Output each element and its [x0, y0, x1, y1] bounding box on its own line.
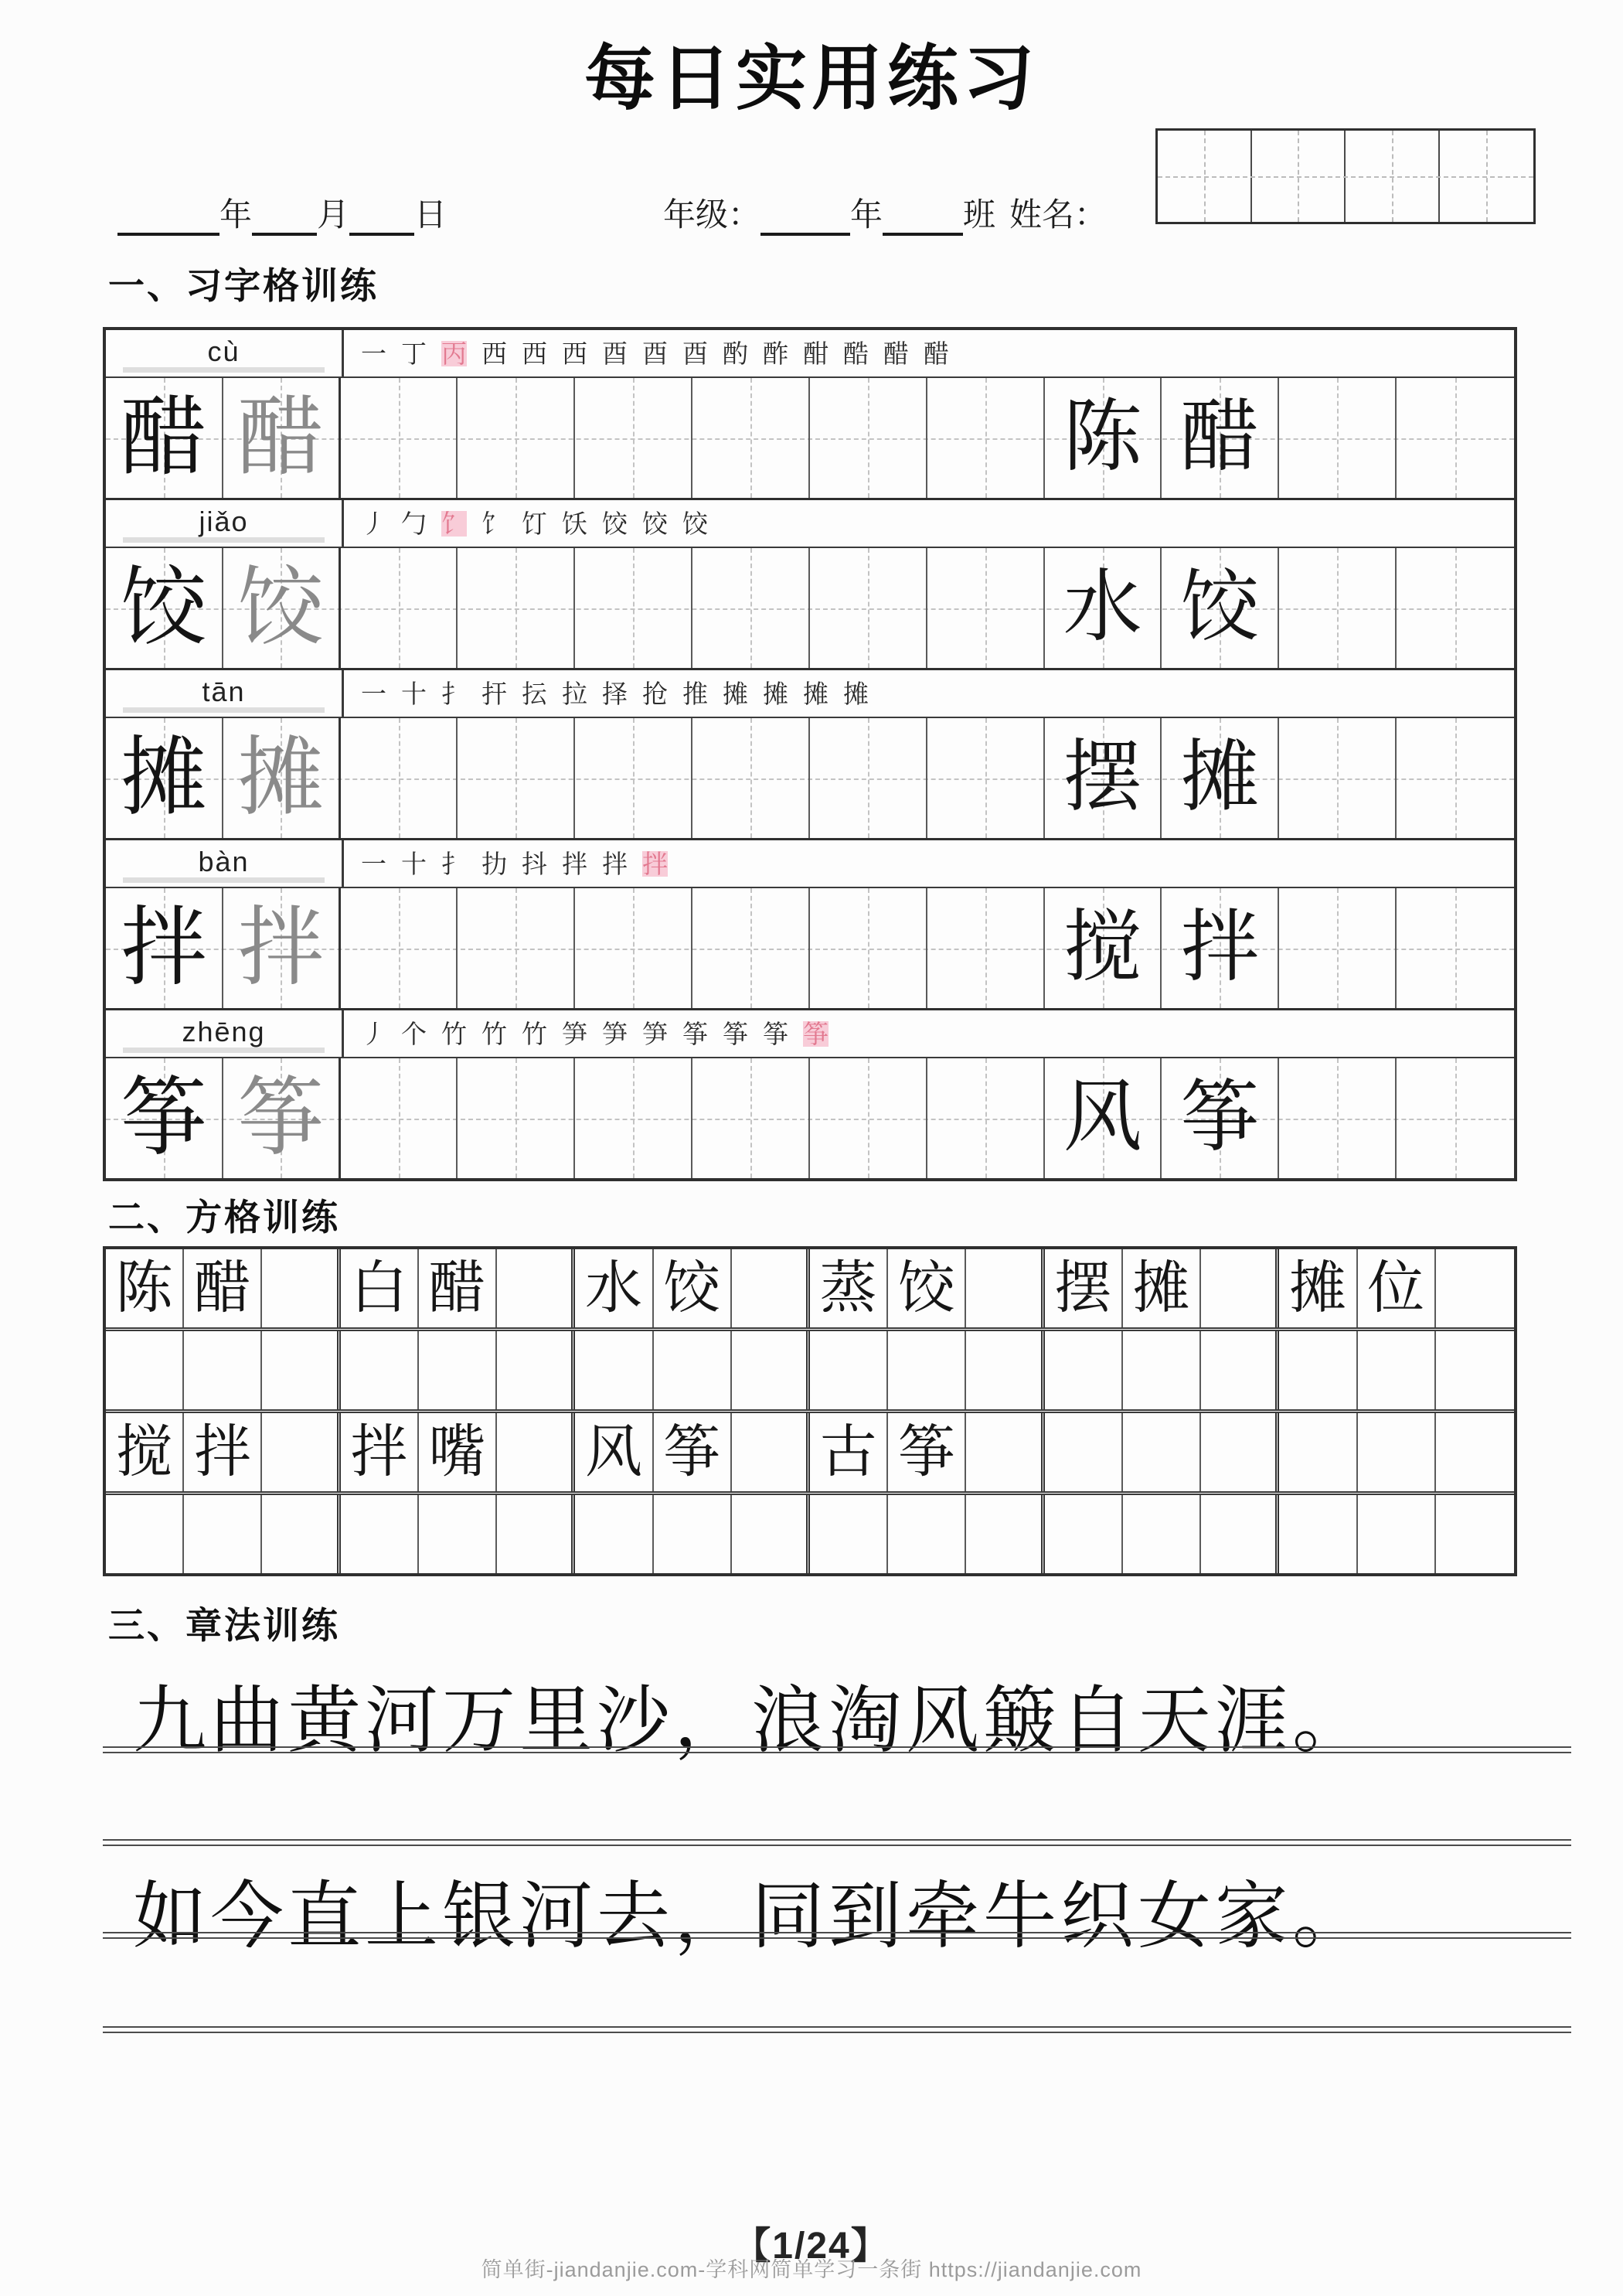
square-grid-cell: 蒸: [810, 1249, 888, 1327]
stroke-step: 筝: [763, 1019, 788, 1048]
square-grid-cell: [341, 1495, 419, 1573]
stroke-step: 西: [481, 339, 507, 368]
square-grid-row: [106, 1413, 1514, 1495]
stroke-step: 一: [361, 849, 386, 878]
stroke-step: 竹: [481, 1019, 507, 1048]
date-month-label: 月: [317, 196, 350, 233]
square-grid-cell: [1123, 1413, 1201, 1491]
stroke-step: 筝: [723, 1019, 748, 1048]
word-character: 风: [1063, 1074, 1142, 1162]
square-grid: [103, 1246, 1517, 1576]
square-grid-cell: 位: [1358, 1249, 1436, 1327]
practice-cell: [1279, 548, 1397, 668]
practice-cell: [106, 718, 223, 838]
practice-cell: [458, 1058, 575, 1178]
square-grid-cell: [1201, 1249, 1279, 1327]
square-grid-cell: [654, 1331, 732, 1409]
stroke-step: 推: [682, 679, 708, 708]
practice-row: [106, 1058, 1514, 1178]
practice-cell: [1045, 718, 1162, 838]
square-grid-cell: [732, 1249, 810, 1327]
practice-cell: [1279, 718, 1397, 838]
stroke-step: 拌: [562, 849, 587, 878]
stroke-step: 醋: [883, 339, 909, 368]
word-character: 拌: [1180, 904, 1260, 992]
name-grid: [1155, 128, 1536, 224]
stroke-step: 饺: [602, 509, 628, 538]
word-character: 饺: [1180, 564, 1260, 652]
stroke-step: 丿: [361, 1019, 386, 1048]
pinyin-label: bàn: [187, 846, 260, 881]
writing-rule: [103, 1746, 1571, 1753]
square-grid-cell: [1201, 1495, 1279, 1573]
word-character: 水: [1063, 564, 1142, 652]
practice-cell: [458, 548, 575, 668]
square-grid-cell: [184, 1495, 262, 1573]
word-character: 摊: [1180, 734, 1260, 822]
square-grid-cell: [810, 1331, 888, 1409]
stroke-step: 摊: [723, 679, 748, 708]
stroke-step: 勹: [401, 509, 427, 538]
stroke-step: 摊: [843, 679, 869, 708]
pinyin-cell: [106, 840, 344, 887]
stroke-step: 竹: [522, 1019, 547, 1048]
stroke-step: 抖: [522, 849, 547, 878]
character-practice-table: [103, 327, 1517, 1181]
practice-cell: [692, 718, 810, 838]
stroke-step: 十: [401, 849, 427, 878]
pinyin-label: zhēng: [171, 1016, 276, 1051]
date-day-label: 日: [414, 196, 447, 233]
stroke-step: 一: [361, 679, 386, 708]
practice-cell: [1279, 378, 1397, 498]
practice-cell: [810, 548, 927, 668]
stroke-step: 饫: [562, 509, 587, 538]
stroke-step: 摊: [803, 679, 829, 708]
practice-cell: [692, 1058, 810, 1178]
practice-block-header: [106, 500, 1514, 548]
stroke-step: 饤: [522, 509, 547, 538]
stroke-step: 竹: [441, 1019, 467, 1048]
stroke-step: 一: [361, 339, 386, 368]
square-grid-cell: [1358, 1413, 1436, 1491]
square-grid-cell: 水: [575, 1249, 653, 1327]
practice-cell: [1045, 378, 1162, 498]
stroke-step: 扞: [481, 679, 507, 708]
square-grid-cell: [654, 1495, 732, 1573]
class-name-line: [663, 189, 1107, 236]
square-grid-cell: [1279, 1495, 1357, 1573]
stroke-step: 拌: [602, 849, 628, 878]
pinyin-label: tān: [191, 676, 256, 711]
word-character: 醋: [1180, 393, 1260, 482]
stroke-step: 西: [562, 339, 587, 368]
practice-cell: [223, 378, 341, 498]
writing-rule: [103, 1932, 1571, 1939]
name-grid-cell: [1158, 131, 1252, 222]
square-grid-cell: [497, 1495, 575, 1573]
stroke-step: 酷: [843, 339, 869, 368]
stroke-step: 饣: [441, 509, 467, 538]
practice-cell: [223, 548, 341, 668]
stroke-step: 丁: [401, 339, 427, 368]
square-grid-cell: [1045, 1495, 1123, 1573]
practice-cell: [1397, 718, 1514, 838]
practice-block: [106, 330, 1514, 500]
practice-cell: [458, 888, 575, 1008]
stroke-step: 择: [602, 679, 628, 708]
square-grid-cell: [732, 1495, 810, 1573]
practice-cell: [1045, 1058, 1162, 1178]
practice-cell: [106, 548, 223, 668]
practice-cell: [927, 1058, 1045, 1178]
practice-cell: [341, 378, 458, 498]
section3-heading: 三、章法训练: [108, 1605, 340, 1646]
date-month-blank: [252, 199, 317, 236]
square-grid-cell: [888, 1495, 966, 1573]
square-grid-cell: 筝: [654, 1413, 732, 1491]
model-character: 饺: [120, 560, 207, 656]
square-grid-cell: 拌: [184, 1413, 262, 1491]
stroke-step: 扐: [481, 849, 507, 878]
square-grid-cell: [1436, 1413, 1514, 1491]
practice-cell: [1397, 1058, 1514, 1178]
square-grid-cell: 筝: [888, 1413, 966, 1491]
square-grid-cell: [497, 1331, 575, 1409]
page-number: 【1/24】: [733, 2226, 890, 2267]
square-grid-cell: [732, 1331, 810, 1409]
stroke-step: 酣: [803, 339, 829, 368]
practice-cell: [927, 888, 1045, 1008]
practice-cell: [1397, 888, 1514, 1008]
stroke-step: 酉: [602, 339, 628, 368]
stroke-step: 摊: [763, 679, 788, 708]
date-line: [117, 189, 447, 236]
practice-cell: [223, 1058, 341, 1178]
square-grid-cell: [966, 1495, 1044, 1573]
grade-year-blank: [760, 199, 850, 236]
stroke-step: 西: [522, 339, 547, 368]
square-grid-cell: [888, 1331, 966, 1409]
trace-character: 筝: [237, 1070, 325, 1167]
square-grid-cell: [966, 1249, 1044, 1327]
stroke-step: 酢: [763, 339, 788, 368]
practice-cell: [1279, 1058, 1397, 1178]
square-grid-cell: [1358, 1495, 1436, 1573]
square-grid-row: [106, 1331, 1514, 1413]
practice-cell: [692, 378, 810, 498]
practice-cell: [575, 718, 692, 838]
word-character: 搅: [1063, 904, 1142, 992]
square-grid-cell: [184, 1331, 262, 1409]
practice-block-header: [106, 330, 1514, 378]
square-grid-cell: [106, 1331, 184, 1409]
practice-cell: [927, 548, 1045, 668]
model-character: 拌: [120, 900, 207, 996]
square-grid-cell: [341, 1331, 419, 1409]
stroke-step: 酌: [723, 339, 748, 368]
stroke-step: 饺: [682, 509, 708, 538]
poem-line-2: 如今直上银河去，同到牵牛织女家。: [133, 1875, 1370, 1957]
square-grid-cell: [575, 1331, 653, 1409]
square-grid-cell: [1201, 1413, 1279, 1491]
page-title: 每日实用练习: [584, 39, 1039, 118]
grade-year-suffix: 年: [850, 196, 883, 233]
practice-cell: [458, 378, 575, 498]
square-grid-cell: [1436, 1249, 1514, 1327]
stroke-step: 扌: [441, 849, 467, 878]
practice-row: [106, 378, 1514, 498]
writing-rule: [103, 1839, 1571, 1846]
practice-cell: [692, 548, 810, 668]
square-grid-cell: 醋: [184, 1249, 262, 1327]
name-grid-cell: [1346, 131, 1440, 222]
practice-cell: [1279, 888, 1397, 1008]
practice-block-header: [106, 840, 1514, 888]
square-grid-cell: 饺: [888, 1249, 966, 1327]
stroke-step: 十: [401, 679, 427, 708]
stroke-step: 抢: [642, 679, 668, 708]
practice-cell: [575, 888, 692, 1008]
practice-cell: [810, 888, 927, 1008]
square-grid-cell: [106, 1495, 184, 1573]
writing-rule: [103, 2026, 1571, 2033]
square-grid-cell: [262, 1413, 340, 1491]
section2-heading: 二、方格训练: [108, 1197, 340, 1238]
site-watermark: 简单街-jiandanjie.com-学科网简单学习一条街 https://jiandanjie.com: [481, 2258, 1142, 2281]
square-grid-cell: [262, 1495, 340, 1573]
square-grid-cell: [1123, 1331, 1201, 1409]
name-grid-cell: [1252, 131, 1346, 222]
pinyin-label: cù: [196, 336, 250, 371]
practice-cell: [1162, 378, 1279, 498]
practice-cell: [810, 718, 927, 838]
square-grid-cell: [497, 1249, 575, 1327]
word-character: 筝: [1180, 1074, 1260, 1162]
practice-row: [106, 718, 1514, 838]
practice-row: [106, 548, 1514, 668]
grade-label: 年级：: [663, 196, 761, 233]
stroke-step: 笋: [642, 1019, 668, 1048]
square-grid-cell: 搅: [106, 1413, 184, 1491]
square-grid-cell: [966, 1331, 1044, 1409]
stroke-step: 酉: [682, 339, 708, 368]
practice-cell: [1162, 548, 1279, 668]
square-grid-cell: [575, 1495, 653, 1573]
stroke-step: 笋: [602, 1019, 628, 1048]
practice-cell: [575, 1058, 692, 1178]
stroke-step: 笋: [562, 1019, 587, 1048]
pinyin-cell: [106, 1010, 344, 1057]
square-grid-cell: [497, 1413, 575, 1491]
square-grid-cell: 陈: [106, 1249, 184, 1327]
square-grid-row: [106, 1495, 1514, 1573]
square-grid-cell: [1436, 1331, 1514, 1409]
practice-cell: [1045, 888, 1162, 1008]
square-grid-cell: [732, 1413, 810, 1491]
word-character: 陈: [1063, 393, 1142, 482]
class-blank: [883, 199, 963, 236]
stroke-order-strip: [344, 330, 1514, 376]
pinyin-cell: [106, 500, 344, 547]
section1-heading: 一、习字格训练: [108, 265, 379, 306]
model-character: 醋: [120, 390, 207, 486]
practice-block: [106, 1010, 1514, 1178]
practice-cell: [927, 378, 1045, 498]
poem-line-1: 九曲黄河万里沙，浪淘风簸自天涯。: [133, 1680, 1370, 1762]
stroke-step: 醋: [924, 339, 949, 368]
square-grid-row: [106, 1249, 1514, 1331]
practice-block-header: [106, 670, 1514, 718]
square-grid-cell: [262, 1331, 340, 1409]
practice-cell: [810, 378, 927, 498]
square-grid-cell: [966, 1413, 1044, 1491]
stroke-step: 丙: [441, 339, 467, 368]
practice-block: [106, 840, 1514, 1010]
practice-cell: [341, 548, 458, 668]
practice-block: [106, 670, 1514, 840]
square-grid-cell: 拌: [341, 1413, 419, 1491]
pinyin-cell: [106, 330, 344, 376]
name-label: 姓名：: [1009, 196, 1108, 233]
square-grid-cell: [810, 1495, 888, 1573]
square-grid-cell: 摆: [1045, 1249, 1123, 1327]
stroke-step: 拉: [562, 679, 587, 708]
square-grid-cell: 摊: [1279, 1249, 1357, 1327]
date-year-label: 年: [219, 196, 253, 233]
practice-block: [106, 500, 1514, 670]
square-grid-cell: [1123, 1495, 1201, 1573]
square-grid-cell: [419, 1331, 497, 1409]
stroke-order-strip: [344, 500, 1514, 547]
square-grid-cell: [419, 1495, 497, 1573]
stroke-step: 筝: [803, 1019, 829, 1048]
square-grid-cell: 古: [810, 1413, 888, 1491]
model-character: 筝: [120, 1070, 207, 1167]
practice-cell: [810, 1058, 927, 1178]
word-character: 摆: [1063, 734, 1142, 822]
date-year-blank: [117, 199, 219, 236]
stroke-step: 个: [401, 1019, 427, 1048]
trace-character: 饺: [237, 560, 325, 656]
square-grid-cell: 白: [341, 1249, 419, 1327]
date-day-blank: [349, 199, 414, 236]
square-grid-cell: [1279, 1331, 1357, 1409]
square-grid-cell: [1201, 1331, 1279, 1409]
stroke-order-strip: [344, 840, 1514, 887]
square-grid-cell: [1279, 1413, 1357, 1491]
trace-character: 醋: [237, 390, 325, 486]
practice-cell: [692, 888, 810, 1008]
practice-cell: [458, 718, 575, 838]
square-grid-cell: [1358, 1331, 1436, 1409]
trace-character: 摊: [237, 730, 325, 826]
practice-cell: [1162, 888, 1279, 1008]
practice-cell: [223, 888, 341, 1008]
square-grid-cell: 嘴: [419, 1413, 497, 1491]
pinyin-label: jiǎo: [188, 506, 259, 541]
practice-row: [106, 888, 1514, 1008]
square-grid-cell: 摊: [1123, 1249, 1201, 1327]
stroke-step: 抎: [522, 679, 547, 708]
practice-cell: [1045, 548, 1162, 668]
stroke-step: 酉: [642, 339, 668, 368]
practice-cell: [1397, 548, 1514, 668]
practice-cell: [1162, 1058, 1279, 1178]
class-suffix: 班: [963, 196, 996, 233]
stroke-step: 拌: [642, 849, 668, 878]
practice-cell: [575, 378, 692, 498]
name-grid-cell: [1440, 131, 1534, 222]
stroke-order-strip: [344, 1010, 1514, 1057]
practice-cell: [223, 718, 341, 838]
pinyin-cell: [106, 670, 344, 717]
practice-cell: [1162, 718, 1279, 838]
practice-block-header: [106, 1010, 1514, 1058]
practice-cell: [341, 888, 458, 1008]
square-grid-cell: 饺: [654, 1249, 732, 1327]
practice-cell: [106, 1058, 223, 1178]
stroke-step: 扌: [441, 679, 467, 708]
practice-cell: [341, 1058, 458, 1178]
square-grid-cell: [262, 1249, 340, 1327]
practice-cell: [341, 718, 458, 838]
square-grid-cell: [1436, 1495, 1514, 1573]
stroke-step: 饺: [642, 509, 668, 538]
practice-cell: [106, 378, 223, 498]
trace-character: 拌: [237, 900, 325, 996]
square-grid-cell: 醋: [419, 1249, 497, 1327]
square-grid-cell: 风: [575, 1413, 653, 1491]
practice-cell: [106, 888, 223, 1008]
stroke-step: 筝: [682, 1019, 708, 1048]
practice-cell: [927, 718, 1045, 838]
square-grid-cell: [1045, 1331, 1123, 1409]
stroke-step: 饣: [481, 509, 507, 538]
practice-cell: [575, 548, 692, 668]
model-character: 摊: [120, 730, 207, 826]
stroke-step: 丿: [361, 509, 386, 538]
practice-cell: [1397, 378, 1514, 498]
stroke-order-strip: [344, 670, 1514, 717]
square-grid-cell: [1045, 1413, 1123, 1491]
